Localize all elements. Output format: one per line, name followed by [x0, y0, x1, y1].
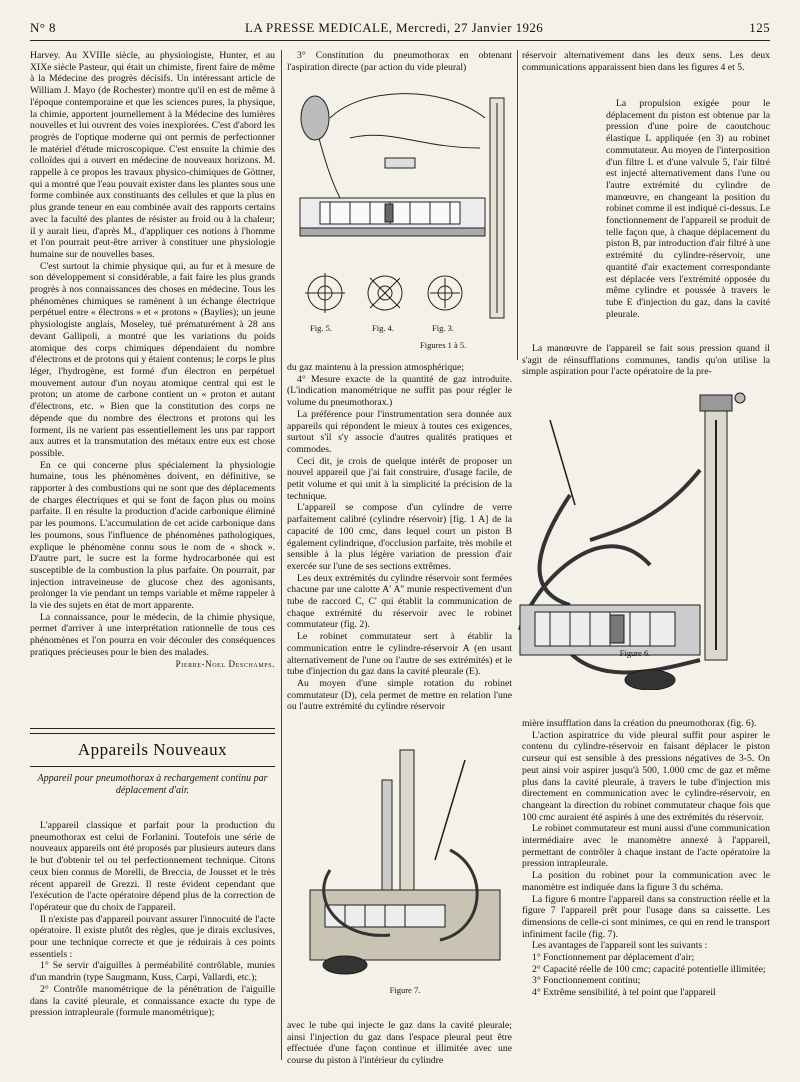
figure-label: Fig. 3.	[432, 323, 454, 333]
paragraph: Harvey. Au XVIIIe siècle, au physiologiste, Hunter, et au XIXe siècle Pasteur, qui était un chimiste, firent faire de même à la Médecine des progrès décisifs. Un intéressant article de William J. Mayo (de Rochester) montre qu'il en est de même à l'époque contemporaine et que les sciences pures, la physique, la chimie, apportent journellement à la Médecine des lumières nouvelles et lui ouvrent des voies inexplorées. C'est d'abord les progrès de l'optique moderne qui ont permis de perfectionner le matériel d'étude microscopique. C'est ensuite la chimie des colloïdes qui a ouvert en médecine de nouveaux horizons. M. rappelle à ce propos les travaux physico-chimiques de Göttner, qui a montré que l'eau pouvait exister dans les plantes sous une forme combinée aux constituants des cellules et que la plus en plus grande teneur en eau combinée avait des rapports certains avec la faculté des plantes de résister au froid ou à la chaleur; il y aurait lieu, d'après M., d'appliquer ces notions à l'homme et l'on pourrait peut-être arriver à constituer une physiologie humaine sur de nouvelles bases.	[30, 50, 275, 260]
article-subtitle: Appareil pour pneumothorax à rechargement continu par déplacement d'air.	[37, 773, 268, 796]
paragraph: 4° Mesure exacte de la quantité de gaz introduite. (L'indication manométrique ne suffit pas pour régler le volume du pneumothorax.)	[287, 373, 512, 409]
figure-caption: Figure 6.	[619, 648, 651, 658]
paragraph: L'appareil se compose d'un cylindre de verre parfaitement calibré (cylindre réservoir) [fig. 1 A] de la capacité de 100 cmc, dans lequel court un piston B également cylindrique, d'occlusion parfaite, très mobile et sensible à la plus légère variation de pression d'air exercée sur l'une de ses sections extrêmes.	[287, 502, 512, 572]
paragraph: Il n'existe pas d'appareil pouvant assurer l'innocuité de l'acte opératoire. Il existe plutôt des règles, que je dirais exclusives, pour une technique correcte et que je réduirais à ces points essentiels :	[30, 913, 275, 960]
figures-1-5	[290, 78, 510, 363]
column-separator	[517, 50, 518, 360]
paragraph: En ce qui concerne plus spécialement la physiologie humaine, tous les phénomènes doivent, en définitive, se rapporter à des combustions qui ne sont que des déplacements de charges électriques et qui se font de façon plus ou moins parfaite. Il en résulte la production d'acide carbonique éliminé par les poumons. L'accumulation de cet acide carbonique dans les poumons, sous l'influence de phénomènes pathologiques, explique le phénomène connu sous le nom de « shock ». D'autre part, le sucre est la forme hydrocarbonée qui est susceptible de la combustion la plus parfaite. On pourrait, par injection intraveineuse de glucose chez des agonisants, prolonger la vie pendant un temps variable et même rappeler à la vie des sujets en état de mort apparente.	[30, 459, 275, 612]
paragraph: 2° Contrôle manométrique de la pénétration de l'aiguille dans la cavité pleurale, et connaissance exacte du type de pression intrapleurale (formule manométrique);	[30, 983, 275, 1019]
figure-7	[300, 740, 510, 1005]
paragraph: mière insufflation dans la création du pneumothorax (fig. 6).	[522, 718, 757, 729]
paragraph: Le robinet commutateur sert à établir la communication entre le cylindre-réservoir A (en usant alternativement de l'une ou l'autre de ses extrémités) et le tube d'injection du gaz dans la cavité pleurale (E).	[287, 631, 512, 678]
figure-caption: Figures 1 à 5.	[420, 340, 467, 350]
paragraph: Les deux extrémités du cylindre réservoir sont fermées chacune par une calotte A' A'' munie respectivement d'un tube de raccord C, C' qui établit la communication de chaque extrémité du réservoir avec le robinet commutateur (fig. 2).	[287, 572, 512, 631]
section-rule	[30, 728, 275, 729]
header-rule	[30, 40, 770, 41]
column-3-bottom	[522, 718, 770, 999]
figure-caption: Figure 7.	[389, 985, 421, 995]
list-item: 4° Extrême sensibilité, à tel point que l'appareil	[532, 987, 716, 999]
apparatus-schematic-illustration	[290, 78, 510, 363]
list-item: 3° Fonctionnement continu;	[532, 975, 641, 987]
paragraph: La connaissance, pour le médecin, de la chimie physique, permet d'arriver à une interprétation rationnelle de tous ces phénomènes et l'on pourra en voir découler des conséquences pratiques précieuses pour le bien des malades.	[30, 611, 275, 658]
column-3-beside-figure	[606, 98, 770, 320]
figure-label: Fig. 5.	[310, 323, 332, 333]
list-item: 2° Capacité réelle de 100 cmc; capacité potentielle illimitée;	[532, 963, 766, 975]
column-2-bottom	[287, 1020, 512, 1067]
paragraph: L'appareil classique et parfait pour la production du pneumothorax est celui de Forlanini. Toutefois une série de nouveaux appareils ont été proposés par plusieurs auteurs dans le but d'obtenir tel ou tel perfectionnement technique. Citons ceux bien connus de Morelli, de Breccia, de Jousset et le très récent appareil de Grezzi. Il reste évident cependant que l'exécution de l'acte opératoire dépend plus de la correction de l'opérateur que du choix de l'appareil.	[30, 820, 275, 913]
figure-6	[500, 390, 770, 710]
paragraph: 1° Se servir d'aiguilles à perméabilité contrôlable, munies d'un mandrin (type Saugmann, Kuss, Carpi, Vallardi, etc.);	[30, 960, 275, 984]
column-1-new-article	[30, 820, 275, 1019]
column-2-mid	[287, 362, 512, 713]
page-number: 125	[749, 20, 770, 35]
paragraph: Au moyen d'une simple rotation du robinet commutateur (D), cela permet de mettre en relation l'une ou l'autre extrémité du cylindre réservoir	[287, 677, 512, 713]
paragraph: Les avantages de l'appareil sont les suivants :	[532, 940, 708, 952]
section-rule	[30, 766, 275, 767]
paragraph: La position du robinet pour la communication avec le manomètre est indiquée dans la figure 3 du schéma.	[522, 870, 770, 893]
paragraph: du gaz maintenu à la pression atmosphérique;	[287, 362, 465, 373]
apparatus-photo-illustration	[500, 390, 770, 690]
section-block	[30, 728, 275, 797]
paragraph: C'est surtout la chimie physique qui, au fur et à mesure de son développement si considérable, a fait faire les plus grands progrès à nos connaissances des choses en médecine. Tous les phénomènes chimiques se ramènent à un échange électrique perpétuel entre « électrons » et « protons » (Baylies); un jeune physiologiste anglais, Moseley, tué prématurément à 28 ans devant Gallipoli, a montré que les variations du poids atomique des corps chimiques dépendaient du nombre d'électrons et de protons qui y étaient contenus; le corps le plus léger, l'hydrogène, est formé d'un électron en perpétuel mouvement autour d'un noyau atomique central qui est le proton; un atome de carbone contient un « proton et autant d'électrons, etc. » Bien que la constitution des corps ne dépende que du nombre des électrons et protons qui les forment, ils ne varient pas essentiellement les uns par rapport aux autres et la transmutation des métaux entre eux est chose possible.	[30, 260, 275, 459]
paragraph: L'action aspiratrice du vide pleural suffit pour aspirer le contenu du cylindre-réservoir en faisant déplacer le piston curseur qui est sensible à des pressions négatives de 3-5. On peut ainsi voir aspirer jusqu'à 500, 1.000 cmc de gaz et même plus dans la cavité pleurale, à travers le tube d'injection mis directement en communication avec le cylindre-réservoir, en changeant la direction du robinet commutateur chaque fois que 100 cmc auraient été aspirés à une des extrémités du réservoir.	[522, 729, 770, 823]
paragraph: avec le tube qui injecte le gaz dans la cavité pleurale; ainsi l'injection du gaz dans l'espace pleural peut être effectuée d'une façon continue et illimitée avec une course du piston à l'intérieur du cylindre	[287, 1020, 512, 1067]
list-item: 1° Fonctionnement par déplacement d'air;	[532, 952, 695, 964]
paragraph: La propulsion exigée pour le déplacement du piston est obtenue par la pression d'une poire de caoutchouc élastique L appliquée (en 3) au robinet commutateur. Au moyen de l'interposition d'un filtre L et d'une valvule 5, l'air filtré est injecté alternativement dans l'une ou l'autre extrémité du cylindre de manœuvre, en changeant la position du robinet comme il est indiqué ci-dessus. Le fonctionnement de l'appareil se produit de telle façon que, à chaque déplacement du piston B, par introduction d'air filtré à une extrémité du cylindre-réservoir, une quantité d'air exactement correspondante est déplacée vers l'extrémité opposée du même cylindre et poussée à travers le tube E d'injection du gaz, dans la cavité pleurale.	[606, 98, 770, 320]
running-header	[30, 20, 770, 40]
author-signature: Pierre-Noel Deschamps.	[175, 658, 275, 669]
paragraph: Le robinet commutateur est muni aussi d'une communication intermédiaire avec le manomètre annexé à l'appareil, permettant de contrôler à chaque instant de l'acte opératoire la pression intrapleurale.	[522, 823, 770, 870]
figure-label: Fig. 4.	[372, 323, 394, 333]
column-separator	[281, 50, 282, 1060]
column-2-top	[287, 50, 512, 73]
apparatus-case-illustration	[300, 740, 510, 980]
column-3-continuation	[522, 343, 770, 378]
issue-number: N° 8	[30, 20, 56, 35]
paragraph: La figure 6 montre l'appareil dans sa construction réelle et la figure 7 l'appareil prêt pour l'usage dans sa caissette. Les dimensions de celle-ci sont minimes, ce qui en rend le transport infiniment facile (fig. 7).	[522, 893, 770, 940]
journal-title: LA PRESSE MEDICALE, Mercredi, 27 Janvier 1926	[245, 20, 544, 35]
section-title: Appareils Nouveaux	[77, 740, 228, 759]
paragraph: réservoir alternativement dans les deux sens. Les deux communications apparaissent bien dans les figures 4 et 5.	[522, 50, 770, 73]
paragraph: La préférence pour l'instrumentation sera donnée aux appareils qui répondent le mieux à toutes ces exigences, surtout s'il s'y associe d'autres qualités pratiques et commodes.	[287, 408, 512, 455]
paragraph: La manœuvre de l'appareil se fait sous pression quand il s'agit de réinsufflations communes, tandis qu'on utilise la simple aspiration pour l'acte opératoire de la pre-	[522, 343, 770, 378]
paragraph: 3° Constitution du pneumothorax en obtenant l'aspiration directe (par action du vide pleural)	[287, 50, 512, 73]
column-1-article-end	[30, 50, 275, 669]
paragraph: Ceci dit, je crois de quelque intérêt de proposer un nouvel appareil que j'ai fait construire, d'usage facile, de petit volume et qui unit à la simplicité la précision de la technique.	[287, 455, 512, 502]
section-rule	[30, 733, 275, 734]
column-3-top	[522, 50, 770, 73]
